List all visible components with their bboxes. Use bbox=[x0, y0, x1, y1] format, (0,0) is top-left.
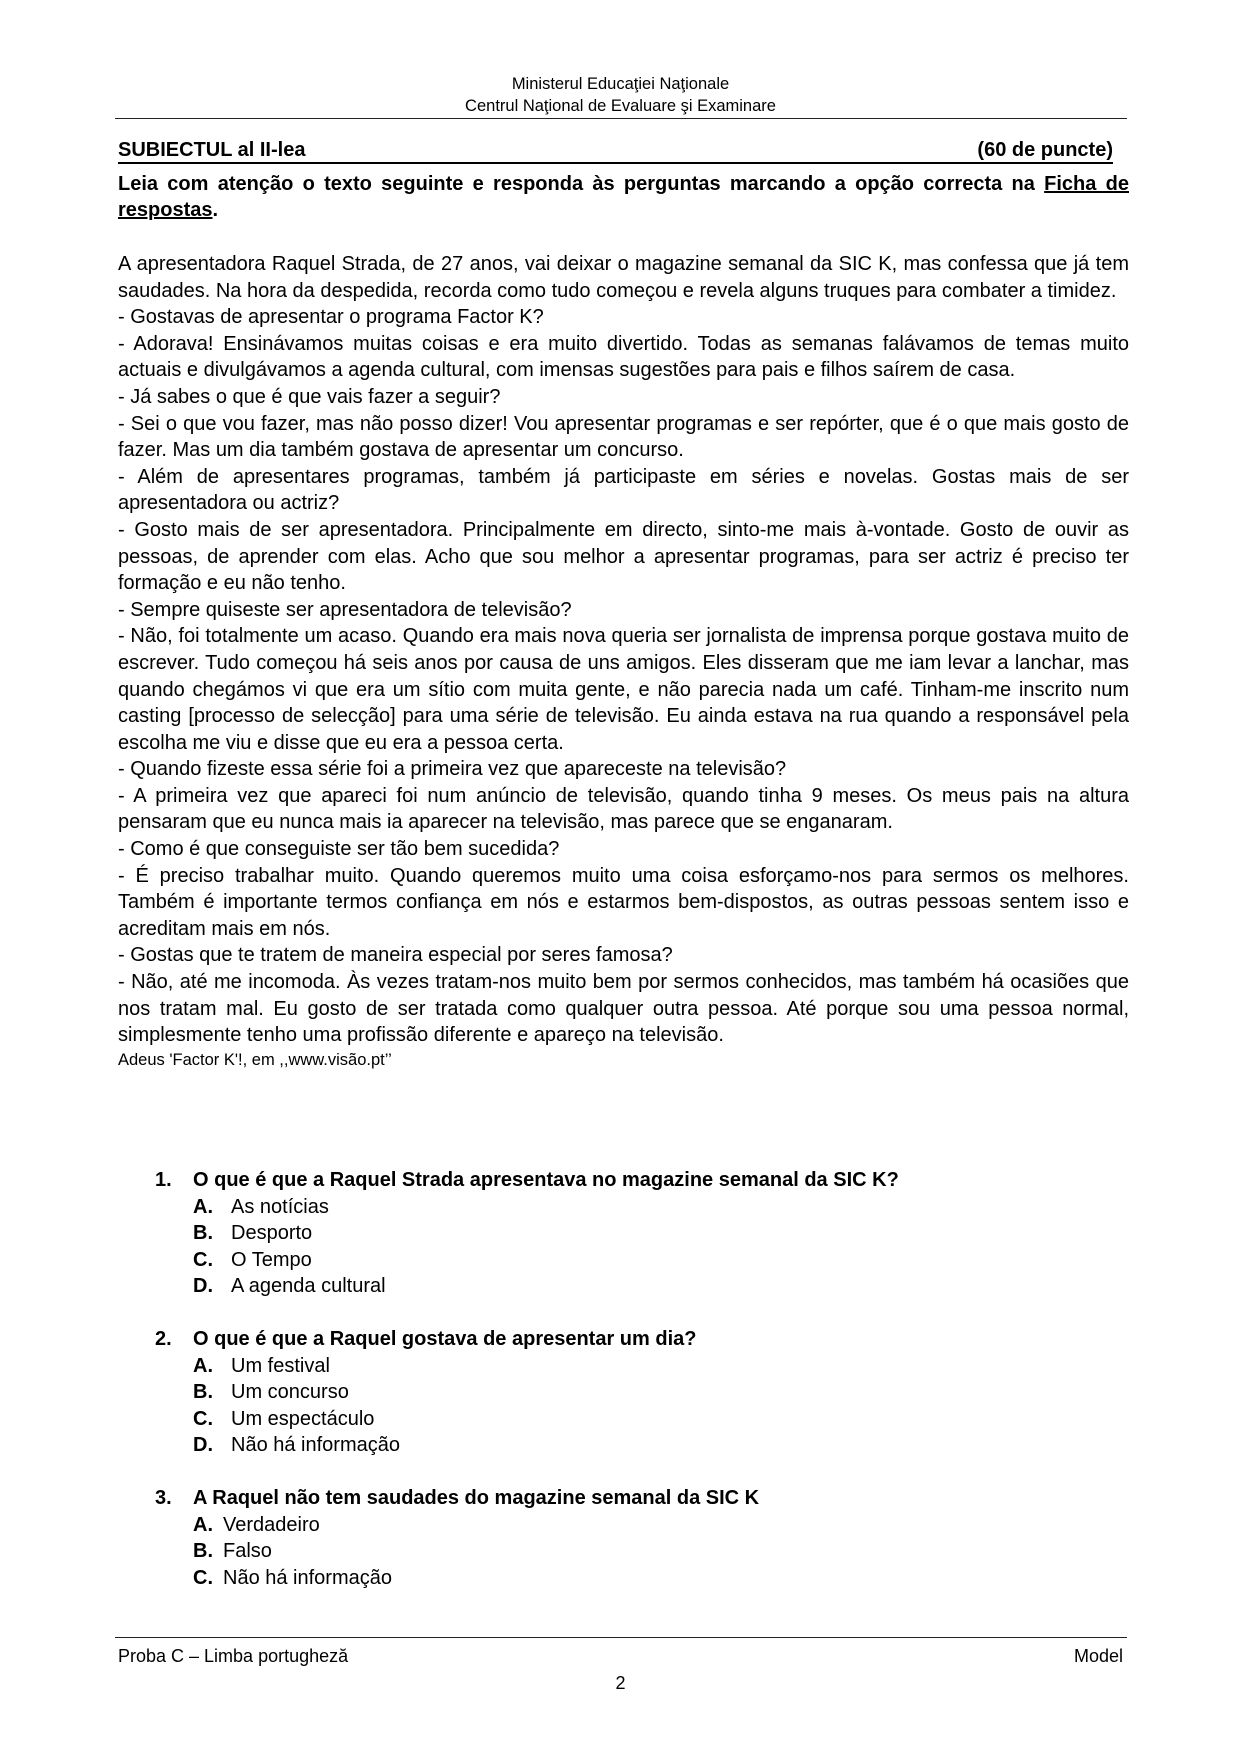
paragraph: - Quando fizeste essa série foi a primeira vez que apareceste na televisão? bbox=[118, 758, 787, 781]
question-text: O que é que a Raquel Strada apresentava no magazine semanal da SIC K? bbox=[193, 1169, 899, 1191]
question-number: 2. bbox=[155, 1327, 172, 1350]
question-1 bbox=[155, 1167, 1105, 1300]
option-d: D. Não há informação bbox=[193, 1434, 400, 1457]
source-citation: Adeus 'Factor K'!, em ,,www.visão.pt’’ bbox=[118, 1050, 392, 1069]
paragraph: - Gosto mais de ser apresentadora. Principalmente em directo, sinto-me mais à-vontade. Gosto de ouvir as pessoas, de aprender com elas. Acho que sou melhor a apresentar programas, para ser actriz é preciso ter formação e eu não tenho. bbox=[118, 518, 1129, 595]
question-number: 1. bbox=[155, 1169, 172, 1191]
paragraph: - Como é que conseguiste ser tão bem sucedida? bbox=[118, 838, 560, 861]
paragraph: - Gostas que te tratem de maneira especial por seres famosa? bbox=[118, 944, 673, 967]
option-c: C. Não há informação bbox=[193, 1566, 392, 1589]
exam-name: Proba C – Limba portugheză bbox=[118, 1646, 349, 1666]
instruction-text: Leia com atenção o texto seguinte e responda às perguntas marcando a opção correcta na bbox=[118, 173, 1045, 195]
exam-variant: Model bbox=[1073, 1646, 1123, 1666]
paragraph: - Não, até me incomoda. Às vezes tratam-nos muito bem por sermos conhecidos, mas também há ocasiões que nos tratam mal. Eu gosto de ser tratada como qualquer outra pessoa. Até porque sou uma pessoa normal, simplesmente tenho uma profissão diferente e apareço na televisão. bbox=[118, 971, 1129, 1047]
question-text: A Raquel não tem saudades do magazine semanal da SIC K bbox=[193, 1486, 760, 1509]
instruction-end: . bbox=[212, 199, 219, 221]
subject-heading bbox=[118, 138, 1113, 164]
option-b: B. Um concurso bbox=[193, 1381, 349, 1404]
ministry-name: Ministerul Educaţiei Naţionale bbox=[511, 75, 730, 93]
option-d: D. A agenda cultural bbox=[193, 1275, 386, 1298]
option-a: A. Um festival bbox=[193, 1354, 330, 1377]
option-c: C. Um espectáculo bbox=[193, 1407, 375, 1430]
option-a: A. Verdadeiro bbox=[193, 1513, 320, 1536]
subject-points: (60 de puncte) bbox=[977, 139, 1113, 161]
interview-text bbox=[118, 251, 1129, 1071]
subject-title: SUBIECTUL al II-lea bbox=[118, 139, 306, 161]
header-divider bbox=[115, 118, 1127, 119]
option-b: B. Desporto bbox=[193, 1222, 313, 1245]
question-2 bbox=[155, 1326, 1105, 1459]
paragraph: - Gostavas de apresentar o programa Factor K? bbox=[118, 306, 544, 329]
evaluation-center-name: Centrul Naţional de Evaluare şi Examinare bbox=[465, 97, 776, 115]
question-number: 3. bbox=[155, 1486, 172, 1509]
paragraph: - Já sabes o que é que vais fazer a seguir? bbox=[118, 385, 501, 408]
paragraph: - Sei o que vou fazer, mas não posso dizer! Vou apresentar programas e ser repórter, que é o que mais gosto de fazer. Mas um dia também gostava de apresentar um concurso. bbox=[118, 412, 1129, 462]
paragraph: - Adorava! Ensinávamos muitas coisas e era muito divertido. Todas as semanas falávamos de temas muito actuais e divulgávamos a agenda cultural, com imensas sugestões para pais e filhos saírem de casa. bbox=[118, 332, 1129, 382]
paragraph: - Além de apresentares programas, também já participaste em séries e novelas. Gostas mais de ser apresentadora ou actriz? bbox=[118, 465, 1129, 515]
page-number: 2 bbox=[615, 1673, 626, 1693]
questions-list bbox=[155, 1167, 1105, 1617]
question-3 bbox=[155, 1485, 1105, 1591]
paragraph: - A primeira vez que apareci foi num anúncio de televisão, quando tinha 9 meses. Os meus pais na altura pensaram que eu nunca mais ia aparecer na televisão, mas parece que se enganaram. bbox=[118, 784, 1129, 834]
paragraph: - Sempre quiseste ser apresentadora de televisão? bbox=[118, 598, 572, 621]
option-a: A. As notícias bbox=[193, 1195, 329, 1218]
option-b: B. Falso bbox=[193, 1540, 272, 1563]
paragraph: - Não, foi totalmente um acaso. Quando era mais nova queria ser jornalista de imprensa porque gostava muito de escrever. Tudo começou há seis anos por causa de uns amigos. Eles disseram que me iam levar a lanchar, mas quando chegámos vi que era um sítio com muita gente, e não parecia nada um café. Tinham-me inscrito num casting [processo de selecção] para uma série de televisão. Eu ainda estava na rua quando a responsável pela escolha me viu e disse que eu era a pessoa certa. bbox=[118, 625, 1129, 754]
instructions bbox=[118, 171, 1129, 223]
paragraph: A apresentadora Raquel Strada, de 27 anos, vai deixar o magazine semanal da SIC K, mas confessa que já tem saudades. Na hora da despedida, recorda como tudo começou e revela alguns truques para combater a timidez. bbox=[118, 253, 1129, 302]
paragraph: - É preciso trabalhar muito. Quando queremos muito uma coisa esforçamo-nos para sermos os melhores. Também é importante termos confiança em nós e estarmos bem-dispostos, as outras pessoas sentem isso e acreditam mais em nós. bbox=[118, 864, 1129, 940]
answer-sheet-reference: Ficha de respostas bbox=[118, 173, 1129, 221]
question-text: O que é que a Raquel gostava de apresentar um dia? bbox=[193, 1327, 697, 1350]
option-c: C. O Tempo bbox=[193, 1248, 312, 1271]
footer-divider bbox=[115, 1637, 1127, 1638]
